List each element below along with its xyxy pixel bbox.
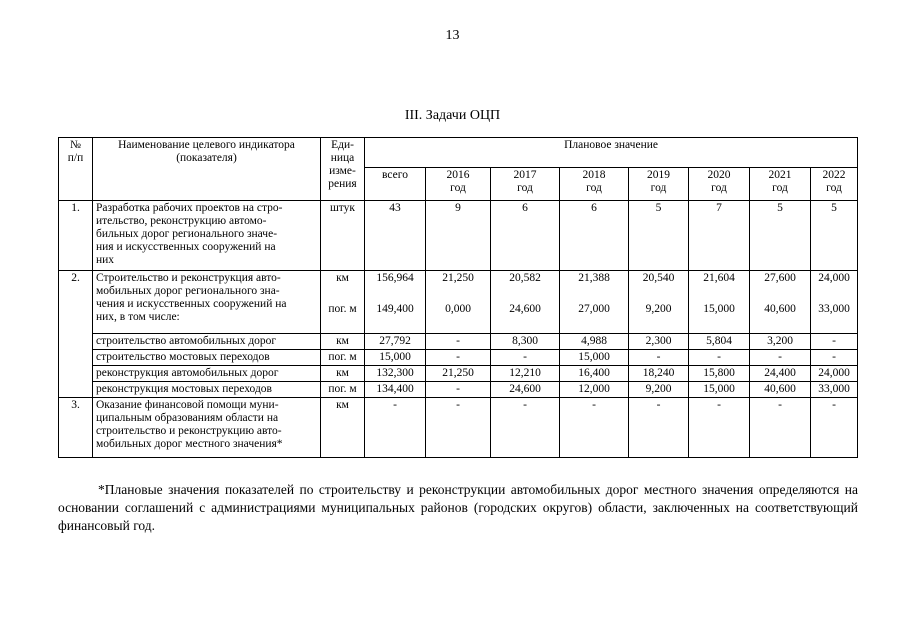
value-cell: 12,000: [560, 382, 629, 398]
value-pog-m: 24,600: [509, 303, 541, 315]
unit-cell: [321, 271, 365, 334]
indicator-name: Разработка рабочих проектов на стро- ительство, реконструкцию автомо- бильных дорог регионального значе- ния и искусственных сооружений на них: [93, 201, 321, 271]
value-km: 156,964: [376, 272, 414, 284]
page-number: 13: [445, 28, 460, 43]
subindicator-name: реконструкция автомобильных дорог: [93, 366, 321, 382]
header-col-4: 2019 год: [629, 168, 689, 201]
value-cell: 6: [491, 201, 560, 271]
value-cell: -: [811, 334, 858, 350]
header-unit: Еди- ница изме- рения: [321, 138, 365, 201]
header-col-7: 2022 год: [811, 168, 858, 201]
row-number: 3.: [59, 398, 93, 458]
indicator-name: Строительство и реконструкция авто- мобильных дорог регионального зна- чения и искусственных сооружений на них, в том числе:: [93, 271, 321, 334]
section-title: III. Задачи ОЦП: [404, 108, 501, 123]
header-name: Наименование целевого индикатора (показателя): [93, 138, 321, 201]
value-pog-m: 149,400: [376, 303, 414, 315]
unit-cell: пог. м: [321, 350, 365, 366]
value-pog-m: 27,000: [578, 303, 610, 315]
value-cell: 12,210: [491, 366, 560, 382]
unit-cell: штук: [321, 201, 365, 271]
value-cell: 18,240: [629, 366, 689, 382]
value-pog-m: 15,000: [703, 303, 735, 315]
value-cell: -: [491, 350, 560, 366]
value-cell: -: [426, 382, 491, 398]
value-cell: -: [811, 398, 858, 458]
value-cell: 24,400: [750, 366, 811, 382]
value-cell: 24,000: [811, 366, 858, 382]
value-cell: 15,000: [689, 382, 750, 398]
value-cell: 7: [689, 201, 750, 271]
value-pog-m: 0,000: [445, 303, 471, 315]
row-number: 2.: [59, 271, 93, 398]
value-cell: [750, 271, 811, 334]
value-km: 27,600: [764, 272, 796, 284]
value-cell: [365, 271, 426, 334]
value-cell: -: [811, 350, 858, 366]
header-col-0: всего: [365, 168, 426, 201]
value-cell: -: [750, 398, 811, 458]
header-col-5: 2020 год: [689, 168, 750, 201]
value-km: 21,388: [578, 272, 610, 284]
value-cell: 134,400: [365, 382, 426, 398]
value-cell: 5: [811, 201, 858, 271]
value-cell: 15,000: [560, 350, 629, 366]
value-cell: [629, 271, 689, 334]
value-cell: 5: [750, 201, 811, 271]
value-cell: -: [560, 398, 629, 458]
value-km: 24,000: [818, 272, 850, 284]
unit-cell: км: [321, 334, 365, 350]
value-cell: 43: [365, 201, 426, 271]
value-cell: 15,800: [689, 366, 750, 382]
row-number: 1.: [59, 201, 93, 271]
table-row: [59, 366, 858, 382]
indicator-name: Оказание финансовой помощи муни- ципальным образованиям области на строительство и реконструкцию авто- мобильных дорог местного значения*: [93, 398, 321, 458]
subindicator-name: строительство мостовых переходов: [93, 350, 321, 366]
value-cell: 6: [560, 201, 629, 271]
value-cell: 40,600: [750, 382, 811, 398]
subindicator-name: реконструкция мостовых переходов: [93, 382, 321, 398]
unit-km: км: [336, 272, 349, 284]
value-pog-m: 33,000: [818, 303, 850, 315]
value-pog-m: 40,600: [764, 303, 796, 315]
value-cell: -: [629, 398, 689, 458]
value-km: 20,540: [642, 272, 675, 284]
value-cell: [689, 271, 750, 334]
value-cell: 16,400: [560, 366, 629, 382]
value-cell: 2,300: [629, 334, 689, 350]
value-cell: 33,000: [811, 382, 858, 398]
value-cell: [811, 271, 858, 334]
value-cell: 3,200: [750, 334, 811, 350]
table-row: [59, 350, 858, 366]
value-cell: -: [689, 350, 750, 366]
value-cell: [491, 271, 560, 334]
value-km: 21,604: [703, 272, 735, 284]
header-col-2: 2017 год: [491, 168, 560, 201]
value-cell: 5,804: [689, 334, 750, 350]
table-row: [59, 271, 858, 334]
value-cell: 8,300: [491, 334, 560, 350]
value-cell: 9: [426, 201, 491, 271]
value-cell: [560, 271, 629, 334]
value-pog-m: 9,200: [645, 303, 672, 315]
table-row: [59, 398, 858, 458]
header-col-3: 2018 год: [560, 168, 629, 201]
value-cell: -: [629, 350, 689, 366]
value-cell: -: [750, 350, 811, 366]
value-km: 20,582: [509, 272, 541, 284]
value-cell: 9,200: [629, 382, 689, 398]
table-row: [59, 201, 858, 271]
table-row: [59, 382, 858, 398]
unit-cell: км: [321, 398, 365, 458]
header-col-1: 2016 год: [426, 168, 491, 201]
value-cell: 27,792: [365, 334, 426, 350]
value-cell: -: [365, 398, 426, 458]
header-plan: Плановое значение: [365, 138, 858, 168]
value-cell: 5: [629, 201, 689, 271]
unit-pog-m: пог. м: [328, 303, 357, 315]
value-cell: -: [426, 398, 491, 458]
indicators-table: [58, 137, 858, 458]
value-cell: -: [491, 398, 560, 458]
subindicator-name: строительство автомобильных дорог: [93, 334, 321, 350]
footnote: *Плановые значения показателей по строительству и реконструкции автомобильных дорог местного значения определяются на основании соглашений с администрациями муниципальных районов (городских округов) области, заключенных на соответствующий финансовый год.: [58, 482, 858, 533]
value-cell: 15,000: [365, 350, 426, 366]
unit-cell: пог. м: [321, 382, 365, 398]
table-row: [59, 334, 858, 350]
value-km: 21,250: [442, 272, 474, 284]
header-num: № п/п: [59, 138, 93, 201]
value-cell: 24,600: [491, 382, 560, 398]
value-cell: 132,300: [365, 366, 426, 382]
header-col-6: 2021 год: [750, 168, 811, 201]
value-cell: 21,250: [426, 366, 491, 382]
value-cell: -: [426, 350, 491, 366]
value-cell: -: [689, 398, 750, 458]
value-cell: 4,988: [560, 334, 629, 350]
value-cell: -: [426, 334, 491, 350]
value-cell: [426, 271, 491, 334]
unit-cell: км: [321, 366, 365, 382]
